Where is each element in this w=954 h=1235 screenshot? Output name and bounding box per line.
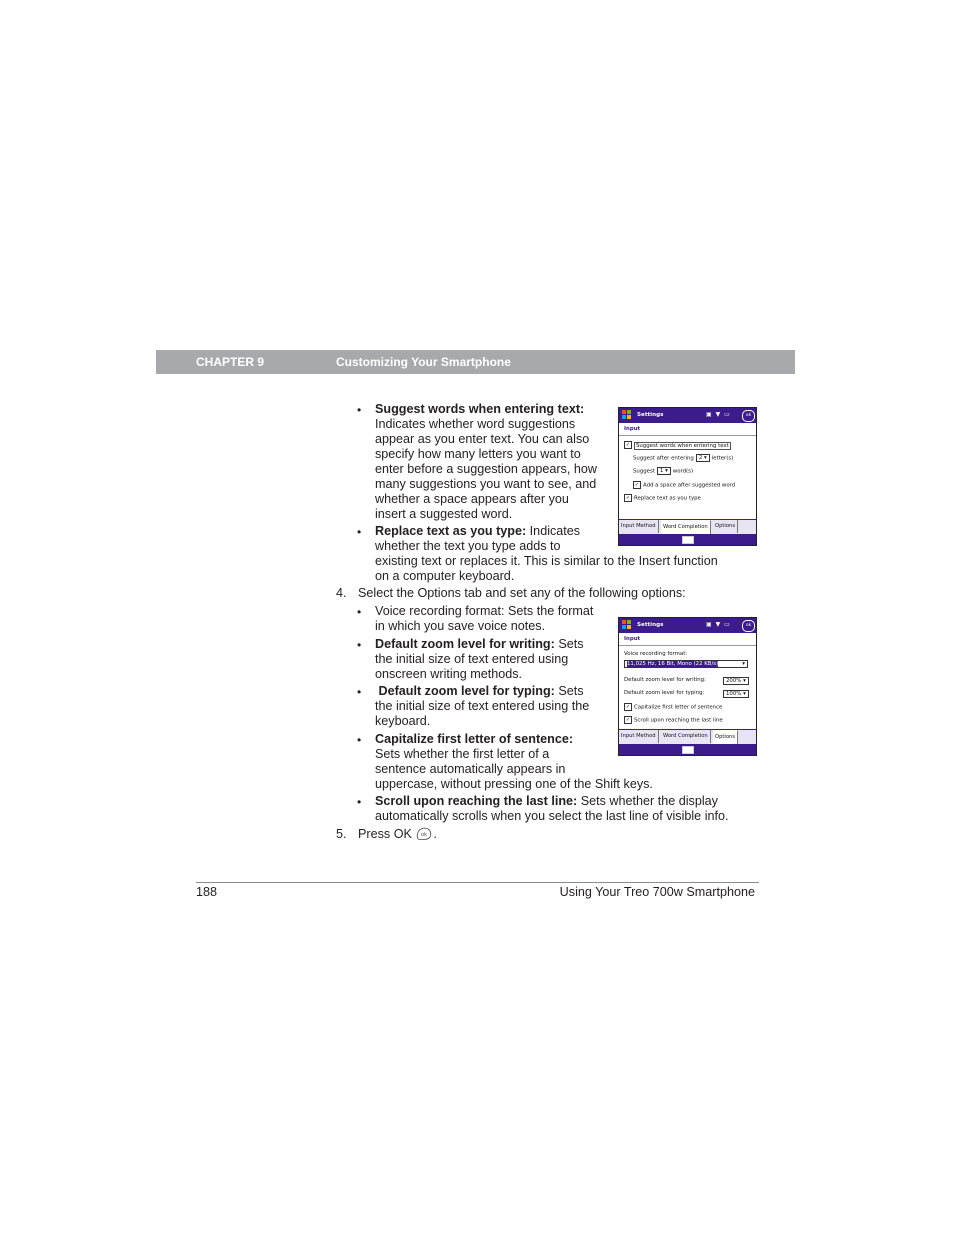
status-icons: ▣ ▼ ▭	[706, 411, 731, 418]
zoom-writing-line: the initial size of text entered using	[375, 652, 569, 666]
windows-start-icon	[622, 620, 632, 630]
svg-text:ok: ok	[421, 832, 428, 838]
chapter-title: Customizing Your Smartphone	[336, 355, 511, 369]
zoom-typing-row: Default zoom level for typing: 100% ▾	[624, 690, 704, 696]
page-number: 188	[196, 885, 218, 899]
zoom-writing-heading: Default zoom level for writing:	[375, 637, 555, 651]
title-bar	[619, 618, 756, 633]
ok-key-icon	[415, 827, 433, 841]
ok-button[interactable]: ok	[742, 410, 755, 422]
add-space-checkbox-row[interactable]: ✓ Add a space after suggested word	[634, 482, 736, 489]
status-icons: ▣ ▼ ▭	[706, 621, 731, 628]
replace-line: whether the text you type adds to	[375, 539, 561, 553]
tab-options[interactable]: Options	[713, 520, 738, 533]
tab-strip	[619, 519, 756, 534]
step-5-number: 5.	[336, 827, 347, 841]
suggest-line: Indicates whether word suggestions	[375, 417, 576, 431]
checkbox-checked-icon[interactable]: ✓	[625, 704, 631, 710]
checkbox-checked-icon[interactable]: ✓	[625, 495, 631, 501]
section-label: Input	[624, 636, 641, 642]
voice-format-bullet	[375, 604, 593, 634]
footer-divider	[196, 882, 759, 883]
bullet-icon: •	[357, 638, 362, 652]
suggest-after-row: Suggest after entering 2 ▾ letter(s)	[633, 455, 734, 462]
checkbox-checked-icon[interactable]: ✓	[634, 482, 640, 488]
suggest-count-row: Suggest 1 ▾ word(s)	[633, 468, 694, 475]
replace-text-heading: Replace text as you type:	[375, 524, 527, 538]
section-label: Input	[624, 426, 641, 432]
tab-word-completion[interactable]: Word Completion	[661, 730, 711, 743]
bullet-icon: •	[357, 525, 362, 539]
voice-format-row	[624, 660, 748, 668]
zoom-typing-line: the initial size of text entered using the	[375, 699, 590, 713]
replace-line: on a computer keyboard.	[375, 569, 515, 583]
keyboard-icon[interactable]	[682, 746, 694, 754]
suggest-line: insert a suggested word.	[375, 507, 513, 521]
suggest-words-checkbox-row[interactable]: ✓ Suggest words when entering text	[625, 442, 729, 449]
step-4-number: 4.	[336, 586, 347, 600]
zoom-writing-dropdown[interactable]: 200% ▾	[723, 677, 749, 685]
title-bar	[619, 408, 756, 423]
tab-word-completion[interactable]: Word Completion	[661, 520, 711, 534]
screen-title: Settings	[637, 622, 664, 628]
capitalize-bullet	[375, 732, 653, 792]
voice-format-label: Voice recording format:	[624, 651, 688, 657]
menu-bar	[619, 744, 756, 755]
settings-screenshot-options	[618, 617, 757, 756]
ok-button[interactable]: ok	[742, 620, 755, 632]
scroll-checkbox-row[interactable]: ✓ Scroll upon reaching the last line	[625, 717, 723, 724]
bullet-icon: •	[357, 795, 362, 809]
bullet-icon: •	[357, 685, 362, 699]
suggest-line: specify how many letters you want to	[375, 447, 581, 461]
capitalize-checkbox-row[interactable]: ✓ Capitalize first letter of sentence	[625, 704, 723, 711]
suggest-line: enter before a suggestion appears, how	[375, 462, 597, 476]
zoom-typing-line: keyboard.	[375, 714, 431, 728]
replace-first: Indicates	[526, 524, 581, 538]
divider	[619, 645, 756, 646]
zoom-typing-dropdown[interactable]: 100% ▾	[723, 690, 749, 698]
scroll-line: automatically scrolls when you select the last line of visible info.	[375, 809, 729, 823]
settings-screenshot-word-completion	[618, 407, 757, 546]
zoom-writing-line: onscreen writing methods.	[375, 667, 522, 681]
suggest-line: appear as you enter text. You can also	[375, 432, 590, 446]
scroll-heading: Scroll upon reaching the last line:	[375, 794, 578, 808]
suggest-after-dropdown[interactable]: 2 ▾	[696, 454, 710, 462]
step-5-text: Press OK ok .	[358, 827, 437, 841]
chapter-number: CHAPTER 9	[196, 355, 265, 369]
tab-input-method[interactable]: Input Method	[619, 730, 659, 743]
voice-format-dropdown[interactable]: 11,025 Hz, 16 Bit, Mono (22 KB/s) ▾	[624, 660, 748, 668]
screen-title: Settings	[637, 412, 664, 418]
voice-line: Voice recording format: Sets the format	[375, 604, 594, 618]
bullet-icon: •	[357, 605, 362, 619]
chapter-header-bar	[156, 350, 795, 374]
step-4-text: Select the Options tab and set any of the following options:	[358, 586, 686, 600]
suggest-words-bullet	[375, 402, 597, 522]
tab-options[interactable]: Options	[713, 730, 738, 744]
capitalize-line: Sets whether the first letter of a	[375, 747, 550, 761]
bullet-icon: •	[357, 733, 362, 747]
capitalize-line: uppercase, without pressing one of the Shift keys.	[375, 777, 653, 791]
zoom-typing-bullet: Default zoom level for typing: Sets the initial size of text entered using the keyboard.	[375, 684, 590, 728]
bullet-icon: •	[357, 403, 362, 417]
tab-input-method[interactable]: Input Method	[619, 520, 659, 533]
voice-line: in which you save voice notes.	[375, 619, 546, 633]
suggest-line: whether a space appears after you	[375, 492, 569, 506]
capitalize-heading: Capitalize first letter of sentence:	[375, 732, 574, 746]
suggest-words-heading: Suggest words when entering text:	[375, 402, 585, 416]
replace-text-checkbox-row[interactable]: ✓ Replace text as you type	[625, 495, 701, 502]
scroll-bullet: Scroll upon reaching the last line: Sets whether the display automatically scrolls when you select the last line of visible info.	[375, 794, 729, 823]
divider	[619, 435, 756, 436]
replace-line: existing text or replaces it. This is similar to the Insert function	[375, 554, 718, 568]
zoom-writing-bullet: Default zoom level for writing: Sets the initial size of text entered using onscreen writing methods.	[375, 637, 584, 681]
windows-start-icon	[622, 410, 632, 420]
menu-bar	[619, 534, 756, 545]
suggest-line: many suggestions you want to see, and	[375, 477, 597, 491]
book-title: Using Your Treo 700w Smartphone	[559, 885, 755, 899]
tab-strip	[619, 729, 756, 744]
checkbox-checked-icon[interactable]: ✓	[625, 717, 631, 723]
zoom-typing-heading: Default zoom level for typing:	[378, 684, 555, 698]
zoom-writing-row: Default zoom level for writing: 200% ▾	[624, 677, 706, 683]
suggest-count-dropdown[interactable]: 1 ▾	[657, 467, 671, 475]
capitalize-line: sentence automatically appears in	[375, 762, 566, 776]
keyboard-icon[interactable]	[682, 536, 694, 544]
checkbox-checked-icon[interactable]: ✓	[625, 442, 631, 448]
